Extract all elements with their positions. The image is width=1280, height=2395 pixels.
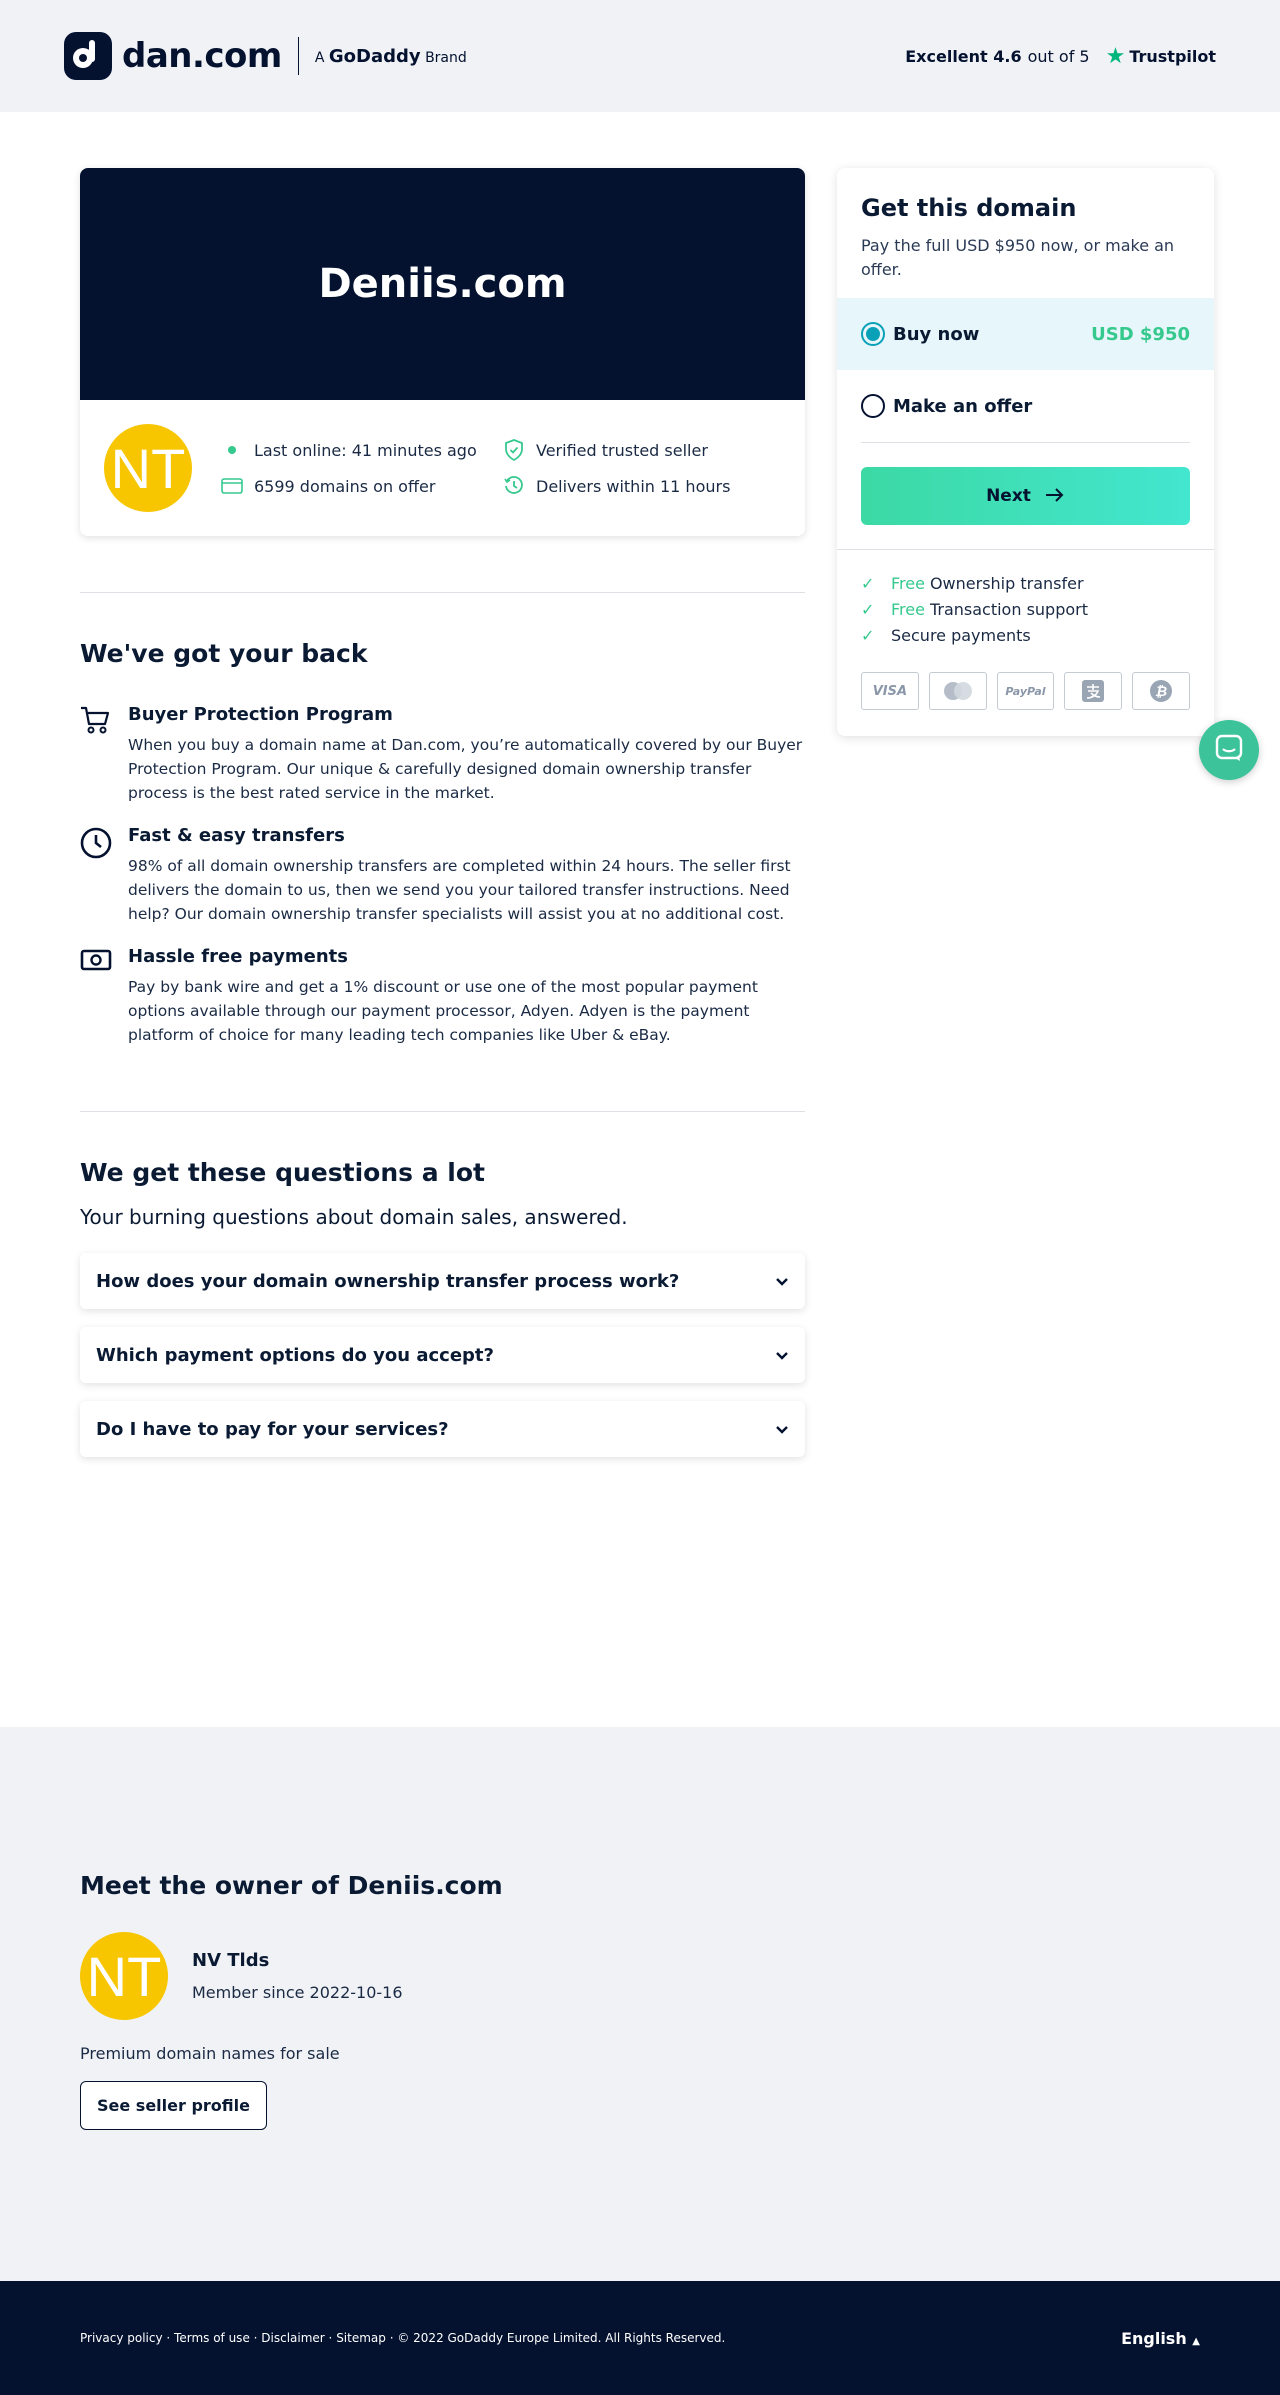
benefit-transaction-support: ✓ Free Transaction support bbox=[861, 600, 1088, 619]
owner-name: NV Tlds bbox=[192, 1950, 270, 1971]
buy-card-title: Get this domain bbox=[861, 194, 1077, 222]
arrow-right-icon bbox=[1045, 484, 1065, 508]
benefit-secure-payments: ✓ Secure payments bbox=[861, 626, 1031, 645]
card-icon bbox=[220, 478, 244, 494]
buy-card-header bbox=[837, 168, 1214, 298]
check-icon: ✓ bbox=[861, 574, 875, 593]
radio-unselected-icon[interactable] bbox=[861, 394, 885, 418]
owner-section bbox=[0, 1727, 1280, 2281]
feature-title: Fast & easy transfers bbox=[128, 825, 345, 846]
trustpilot-rating[interactable] bbox=[905, 44, 1216, 69]
faq-item-transfer-process[interactable]: How does your domain ownership transfer process work? bbox=[80, 1253, 805, 1309]
disclaimer-link[interactable]: Disclaimer bbox=[261, 2331, 325, 2345]
bitcoin-icon bbox=[1132, 672, 1190, 710]
make-offer-label: Make an offer bbox=[893, 395, 1033, 417]
alipay-icon bbox=[1064, 672, 1122, 710]
owner-since: Member since 2022-10-16 bbox=[192, 1983, 403, 2002]
seller-strip bbox=[80, 400, 805, 536]
paypal-icon: PayPal bbox=[997, 672, 1055, 710]
feature-buyer-protection bbox=[80, 704, 805, 805]
trustpilot-name: Trustpilot bbox=[1129, 46, 1216, 66]
feature-fast-transfers bbox=[80, 825, 805, 926]
brand[interactable] bbox=[64, 32, 467, 80]
section-divider bbox=[80, 1111, 805, 1112]
check-icon: ✓ bbox=[861, 600, 875, 619]
benefit-ownership-transfer: ✓ Free Ownership transfer bbox=[861, 574, 1084, 593]
language-selector[interactable]: English ▲ bbox=[1121, 2328, 1200, 2348]
chat-launcher-button[interactable] bbox=[1199, 720, 1259, 780]
owner-description: Premium domain names for sale bbox=[80, 2044, 340, 2063]
logo-text: dan.com bbox=[122, 36, 282, 76]
owner-avatar: NT bbox=[80, 1932, 168, 2020]
dan-logo-icon bbox=[64, 32, 112, 80]
online-dot-icon bbox=[220, 446, 244, 454]
radio-selected-icon[interactable] bbox=[861, 322, 885, 346]
buy-now-label: Buy now bbox=[893, 323, 980, 345]
svg-text:₿: ₿ bbox=[1154, 684, 1168, 700]
trustpilot-star-icon: ★ bbox=[1105, 43, 1126, 69]
trustpilot-out-of: out of 5 bbox=[1027, 46, 1090, 66]
faq-subtitle: Your burning questions about domain sales, answered. bbox=[80, 1205, 628, 1229]
clock-history-icon bbox=[502, 475, 526, 497]
owner-row bbox=[80, 1932, 1200, 2020]
benefits-list bbox=[837, 550, 1214, 645]
trustpilot-rating-label: Excellent 4.6 bbox=[905, 46, 1022, 66]
faq-title: We get these questions a lot bbox=[80, 1158, 485, 1187]
chat-icon bbox=[1215, 734, 1243, 766]
faq-item-payment-options[interactable]: Which payment options do you accept? bbox=[80, 1327, 805, 1383]
option-divider bbox=[861, 442, 1190, 443]
visa-icon: VISA bbox=[861, 672, 919, 710]
price: USD $950 bbox=[1091, 323, 1190, 345]
check-icon: ✓ bbox=[861, 626, 875, 645]
owner-title: Meet the owner of Deniis.com bbox=[80, 1871, 503, 1900]
feature-title: Buyer Protection Program bbox=[128, 704, 393, 725]
buy-now-option[interactable] bbox=[837, 298, 1214, 370]
clock-icon bbox=[80, 825, 128, 926]
section-divider bbox=[80, 592, 805, 593]
buy-card bbox=[837, 168, 1214, 736]
chevron-down-icon bbox=[775, 1271, 789, 1292]
feature-text: When you buy a domain name at Dan.com, you’re automatically covered by our Buyer Protection Program. Our unique & carefully designed domain ownership transfer process is the best rated service in the market. bbox=[128, 736, 803, 802]
terms-of-use-link[interactable]: Terms of use bbox=[174, 2331, 250, 2345]
owner-info bbox=[192, 1950, 403, 2002]
domains-on-offer: 6599 domains on offer bbox=[220, 475, 502, 497]
caret-up-icon: ▲ bbox=[1192, 2335, 1200, 2347]
brand-divider bbox=[298, 37, 299, 75]
seller-avatar[interactable]: NT bbox=[104, 424, 192, 512]
cart-icon bbox=[80, 704, 128, 805]
domain-card bbox=[80, 168, 805, 536]
shield-check-icon bbox=[502, 439, 526, 461]
see-seller-profile-button[interactable]: See seller profile bbox=[80, 2081, 267, 2130]
feature-title: Hassle free payments bbox=[128, 946, 348, 967]
back-section-title: We've got your back bbox=[80, 639, 368, 668]
last-online: Last online: 41 minutes ago bbox=[220, 439, 502, 461]
chevron-down-icon bbox=[775, 1345, 789, 1366]
mastercard-icon bbox=[929, 672, 987, 710]
site-footer bbox=[0, 2281, 1280, 2395]
money-icon bbox=[80, 946, 128, 1047]
make-offer-option[interactable] bbox=[837, 370, 1214, 442]
privacy-policy-link[interactable]: Privacy policy bbox=[80, 2331, 163, 2345]
seller-stats bbox=[220, 439, 762, 497]
delivery-time: Delivers within 11 hours bbox=[502, 475, 762, 497]
buy-card-description: Pay the full USD $950 now, or make an offer. bbox=[861, 236, 1175, 279]
footer-links: Privacy policy · Terms of use · Disclaimer · Sitemap · © 2022 GoDaddy Europe Limited. All Rights Reserved. bbox=[80, 2331, 726, 2345]
payment-methods bbox=[837, 652, 1214, 736]
copyright: © 2022 GoDaddy Europe Limited. All Rights Reserved. bbox=[397, 2331, 726, 2345]
site-header bbox=[0, 0, 1280, 112]
faq-item-service-fees[interactable]: Do I have to pay for your services? bbox=[80, 1401, 805, 1457]
feature-text: Pay by bank wire and get a 1% discount or use one of the most popular payment options available through our payment processor, Adyen. Adyen is the payment platform of choice for many leading tech companies like Uber & eBay. bbox=[128, 978, 758, 1044]
feature-text: 98% of all domain ownership transfers are completed within 24 hours. The seller first delivers the domain to us, then we send you your tailored transfer instructions. Need help? Our domain ownership transfer specialists will assist you at no additional cost. bbox=[128, 857, 791, 923]
chevron-down-icon bbox=[775, 1419, 789, 1440]
next-button[interactable]: Next bbox=[861, 467, 1190, 525]
verified-seller: Verified trusted seller bbox=[502, 439, 762, 461]
domain-banner: Deniis.com bbox=[80, 168, 805, 400]
brand-sub: A GoDaddy Brand bbox=[314, 45, 467, 67]
left-column bbox=[80, 168, 805, 1475]
sitemap-link[interactable]: Sitemap bbox=[336, 2331, 386, 2345]
right-column bbox=[837, 168, 1214, 736]
feature-hassle-free-payments bbox=[80, 946, 805, 1047]
